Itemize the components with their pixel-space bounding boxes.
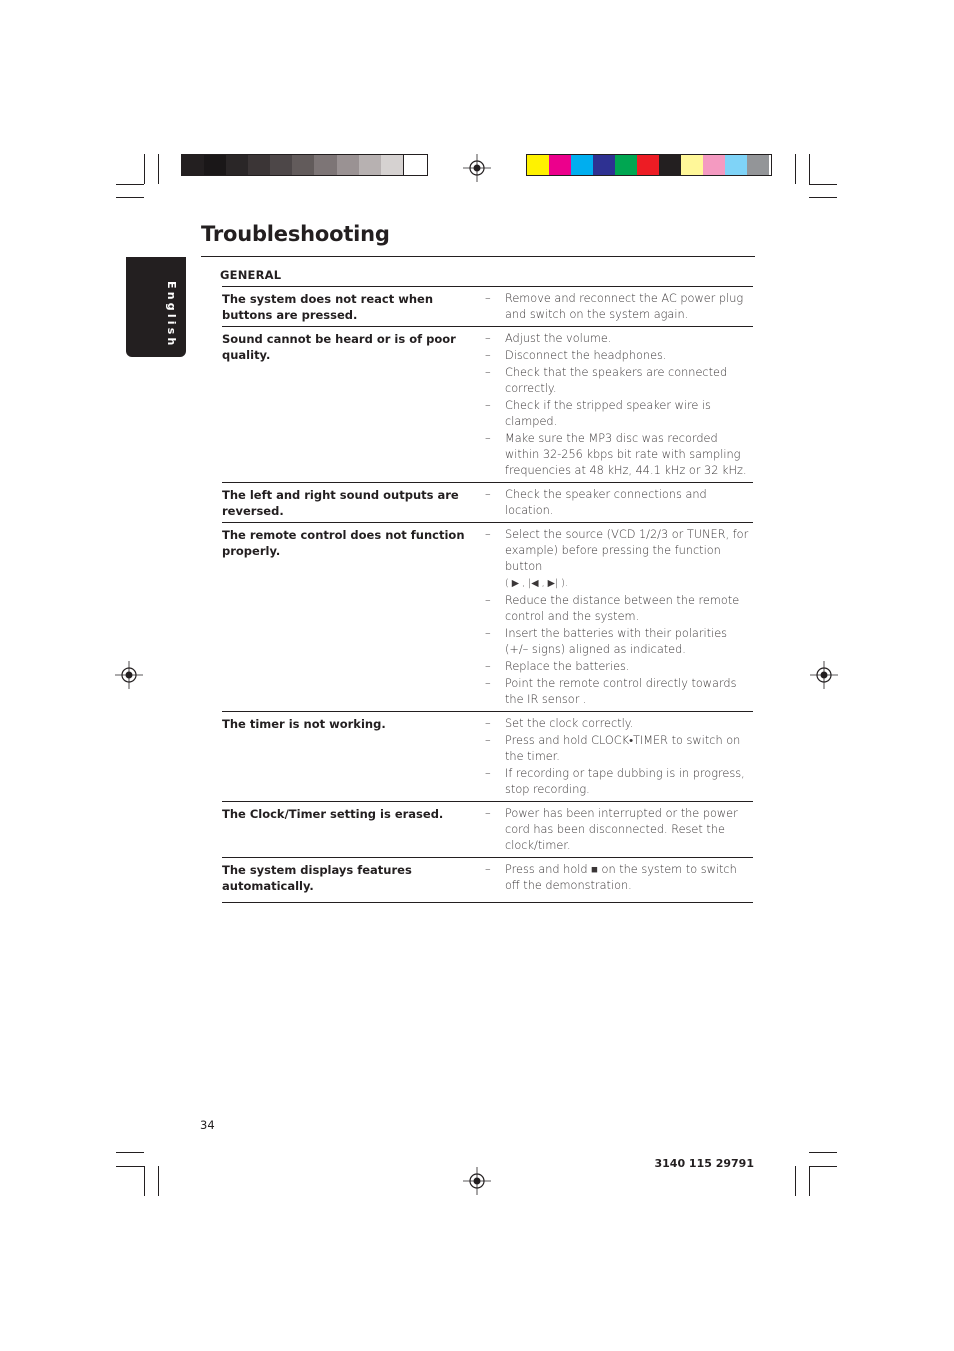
title-rule: [201, 256, 755, 257]
color-swatch: [747, 155, 769, 175]
grayscale-bars: [181, 154, 428, 176]
list-item: [484, 486, 753, 519]
remedy-text: [505, 348, 753, 364]
list-item: [484, 861, 753, 894]
remedy-text: [505, 398, 753, 430]
table-row: [222, 327, 753, 483]
list-item: [484, 732, 753, 765]
remedy-sentence: Adjust the volume.: [505, 332, 612, 345]
color-swatch: [314, 155, 336, 175]
crop-mark: [809, 1166, 810, 1196]
color-swatch: [270, 155, 292, 175]
remedy-sentence: Replace the batteries.: [505, 660, 630, 673]
dash-bullet: –: [485, 627, 491, 640]
dash-bullet: –: [485, 660, 491, 673]
table-row: [222, 483, 753, 523]
list-item: [484, 330, 753, 347]
remedy-sentence: Set the clock correctly.: [505, 717, 634, 730]
list-item: [484, 658, 753, 675]
crop-mark: [158, 1166, 159, 1196]
remedy-list: [484, 805, 753, 854]
language-tab-label: English: [165, 281, 178, 349]
dash-bullet: –: [485, 332, 491, 345]
remedy-text: [505, 733, 753, 765]
list-item: [484, 364, 753, 397]
problem-text: The remote control does not function properly.: [222, 528, 465, 558]
dash-bullet: –: [485, 677, 491, 690]
dash-bullet: –: [485, 717, 491, 730]
troubleshooting-table: [222, 286, 753, 903]
registration-target-icon: [463, 1167, 491, 1195]
color-bars: [526, 154, 772, 176]
crop-mark: [809, 184, 837, 185]
problem-text: The left and right sound outputs are reversed.: [222, 488, 459, 518]
remedy-list: [484, 330, 753, 479]
crop-mark: [116, 197, 144, 198]
remedy-sentence: Check that the speakers are connected correctly.: [505, 366, 728, 395]
remedy-sentence: Point the remote control directly towards the IR sensor .: [505, 677, 737, 706]
dash-bullet: –: [485, 807, 491, 820]
table-row: [222, 858, 753, 903]
remedy-sentence: Make sure the MP3 disc was recorded within 32-256 kbps bit rate with sampling frequencies at 48 kHz, 44.1 kHz or 32 kHz.: [505, 432, 747, 477]
color-swatch: [182, 155, 204, 175]
dash-bullet: –: [485, 488, 491, 501]
registration-target-icon: [115, 661, 143, 689]
remedy-list: [484, 526, 753, 708]
crop-mark: [116, 184, 144, 185]
problem-text: Sound cannot be heard or is of poor quality.: [222, 332, 456, 362]
list-item: [484, 526, 753, 592]
remedy-sentence: Remove and reconnect the AC power plug and switch on the system again.: [505, 292, 744, 321]
crop-mark: [144, 1166, 145, 1196]
remedy-sentence: Reduce the distance between the remote control and the system.: [505, 594, 740, 623]
remedy-list: [484, 715, 753, 798]
problem-text: The timer is not working.: [222, 717, 386, 731]
color-swatch: [337, 155, 359, 175]
problem-text: The system does not react when buttons are pressed.: [222, 292, 434, 322]
remedy-sentence: Insert the batteries with their polarities (+/– signs) aligned as indicated.: [505, 627, 728, 656]
dash-bullet: –: [485, 767, 491, 780]
color-swatch: [292, 155, 314, 175]
remedy-list: [484, 861, 753, 894]
remedy-list: [484, 290, 753, 323]
crop-mark: [795, 1166, 796, 1196]
color-swatch: [381, 155, 403, 175]
color-swatch: [725, 155, 747, 175]
dash-bullet: –: [485, 734, 491, 747]
color-swatch: [637, 155, 659, 175]
color-swatch: [226, 155, 248, 175]
list-item: [484, 397, 753, 430]
crop-mark: [809, 197, 837, 198]
color-swatch: [403, 155, 426, 175]
dash-bullet: –: [485, 528, 491, 541]
remedy-text: [505, 766, 753, 798]
color-swatch: [527, 155, 549, 175]
remedy-list: [484, 486, 753, 519]
color-swatch: [248, 155, 270, 175]
table-row: [222, 523, 753, 712]
problem-text: The Clock/Timer setting is erased.: [222, 807, 444, 821]
remedy-text: [505, 331, 753, 347]
color-swatch: [571, 155, 593, 175]
remedy-text: [505, 676, 753, 708]
page-number: 34: [200, 1118, 215, 1132]
crop-mark: [809, 154, 810, 184]
remedy-text: [505, 487, 753, 519]
remedy-text: [505, 593, 753, 625]
crop-mark: [809, 1152, 837, 1153]
page-title: Troubleshooting: [201, 222, 390, 246]
color-swatch: [593, 155, 615, 175]
remedy-text: [505, 291, 753, 323]
table-row: [222, 712, 753, 802]
remedy-sentence: Check the speaker connections and location.: [505, 488, 707, 517]
remedy-text: [505, 365, 753, 397]
crop-mark: [116, 1152, 144, 1153]
list-item: [484, 592, 753, 625]
remedy-sentence: Select the source (VCD 1/2/3 or TUNER, for example) before pressing the function button: [505, 528, 749, 573]
button-symbols: ( ▶ , |◀ , ▶| ).: [505, 578, 568, 589]
remedy-sentence: If recording or tape dubbing is in progress, stop recording.: [505, 767, 745, 796]
list-item: [484, 625, 753, 658]
remedy-text: [505, 862, 753, 894]
remedy-text: [505, 659, 753, 675]
dash-bullet: –: [485, 349, 491, 362]
remedy-text: [505, 806, 753, 854]
section-heading: GENERAL: [220, 268, 282, 282]
crop-mark: [144, 154, 145, 184]
dash-bullet: –: [485, 292, 491, 305]
color-swatch: [703, 155, 725, 175]
color-swatch: [359, 155, 381, 175]
color-swatch: [549, 155, 571, 175]
document-code: 3140 115 29791: [654, 1157, 754, 1170]
table-row: [222, 802, 753, 858]
remedy-sentence: Press and hold CLOCK•TIMER to switch on the timer.: [505, 734, 741, 763]
list-item: [484, 290, 753, 323]
list-item: [484, 675, 753, 708]
remedy-text: [505, 431, 753, 479]
dash-bullet: –: [485, 399, 491, 412]
dash-bullet: –: [485, 366, 491, 379]
problem-text: The system displays features automatically.: [222, 863, 412, 893]
remedy-sentence: Press and hold ■ on the system to switch off the demonstration.: [505, 863, 737, 892]
remedy-sentence: Check if the stripped speaker wire is clamped.: [505, 399, 711, 428]
registration-target-icon: [810, 661, 838, 689]
list-item: [484, 765, 753, 798]
remedy-text: [505, 716, 753, 732]
remedy-text: [505, 626, 753, 658]
list-item: [484, 430, 753, 479]
color-swatch: [204, 155, 226, 175]
crop-mark: [809, 1166, 837, 1167]
list-item: [484, 805, 753, 854]
dash-bullet: –: [485, 432, 491, 445]
dash-bullet: –: [485, 594, 491, 607]
remedy-sentence: Power has been interrupted or the power cord has been disconnected. Reset the clock/timer.: [505, 807, 738, 852]
registration-target-icon: [463, 154, 491, 182]
list-item: [484, 715, 753, 732]
table-row: [222, 287, 753, 327]
color-swatch: [681, 155, 703, 175]
dash-bullet: –: [485, 863, 491, 876]
language-tab: [126, 257, 186, 357]
color-swatch: [659, 155, 681, 175]
crop-mark: [116, 1166, 144, 1167]
color-swatch: [615, 155, 637, 175]
remedy-sentence: Disconnect the headphones.: [505, 349, 667, 362]
list-item: [484, 347, 753, 364]
crop-mark: [795, 154, 796, 184]
crop-mark: [158, 154, 159, 184]
remedy-text: [505, 527, 753, 592]
